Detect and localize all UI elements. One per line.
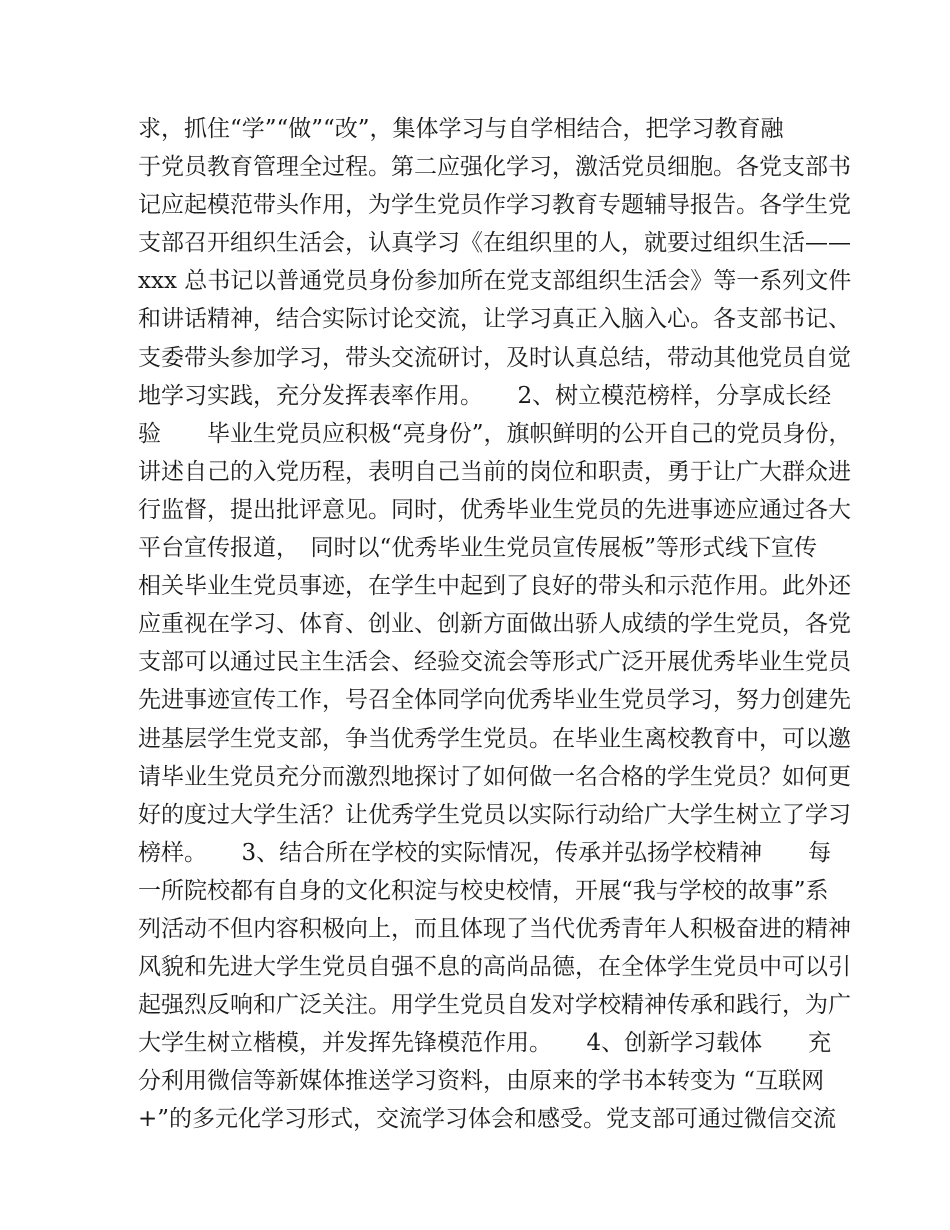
text-line: 记应起模范带头作用，为学生党员作学习教育专题辅导报告。各学生党 [138,192,851,219]
text-line: 求，抓住“学”“做”“改”，集体学习与自学相结合，把学习教育融 [138,116,784,142]
text-line: 列活动不但内容积极向上，而且体现了当代优秀青年人积极奋进的精神 [138,915,851,942]
text-line: 榜样。 3、结合所在学校的实际情况，传承并弘扬学校精神 每 [138,839,832,866]
text-line: 支部召开组织生活会，认真学习《在组织里的人，就要过组织生活—— [138,230,851,257]
text-line: xxx 总书记以普通党员身份参加所在党支部组织生活会》等一系列文件 [138,268,852,295]
text-line: 验 毕业生党员应积极“亮身份”，旗帜鲜明的公开自己的党员身份， [138,420,852,447]
text-line: +”的多元化学习形式，交流学习体会和感受。党支部可通过微信交流 [138,1106,837,1133]
text-line: 平台宣传报道， 同时以“优秀毕业生党员宣传展板”等形式线下宣传 [138,535,818,562]
text-line: 讲述自己的入党历程，表明自己当前的岗位和职责，勇于让广大群众进 [138,458,851,485]
text-line: 进基层学生党支部，争当优秀学生党员。在毕业生离校教育中，可以邀 [138,725,851,752]
text-line: 支部可以通过民主生活会、经验交流会等形式广泛开展优秀毕业生党员 [138,649,851,676]
text-line: 地学习实践，充分发挥表率作用。 2、树立模范榜样，分享成长经 [138,382,832,409]
text-line: 分利用微信等新媒体推送学习资料，由原来的学书本转变为 “互联网 [138,1068,825,1095]
text-line: 相关毕业生党员事迹，在学生中起到了良好的带头和示范作用。此外还 [138,573,851,600]
text-line: 支委带头参加学习，带头交流研讨，及时认真总结，带动其他党员自觉 [138,344,851,371]
text-line: 起强烈反响和广泛关注。用学生党员自发对学校精神传承和践行，为广 [138,992,851,1019]
text-line: 应重视在学习、体育、创业、创新方面做出骄人成绩的学生党员，各党 [138,611,851,638]
text-line: 好的度过大学生活？让优秀学生党员以实际行动给广大学生树立了学习 [138,801,851,828]
text-line: 和讲话精神，结合实际讨论交流，让学习真正入脑入心。各支部书记、 [138,306,851,333]
text-line: 行监督，提出批评意见。同时，优秀毕业生党员的先进事迹应通过各大 [138,496,851,523]
text-line: 一所院校都有自身的文化积淀与校史校情，开展“我与学校的故事”系 [138,877,829,904]
text-line: 先进事迹宣传工作，号召全体同学向优秀毕业生党员学习，努力创建先 [138,687,851,714]
text-line: 风貌和先进大学生党员自强不息的高尚品德，在全体学生党员中可以引 [138,954,851,981]
text-line: 于党员教育管理全过程。第二应强化学习，激活党员细胞。各党支部书 [138,154,851,181]
text-line: 大学生树立楷模，并发挥先锋模范作用。 4、创新学习载体 充 [138,1030,832,1057]
body-text [138,110,852,1139]
text-line: 请毕业生党员充分而激烈地探讨了如何做一名合格的学生党员？如何更 [138,763,851,790]
